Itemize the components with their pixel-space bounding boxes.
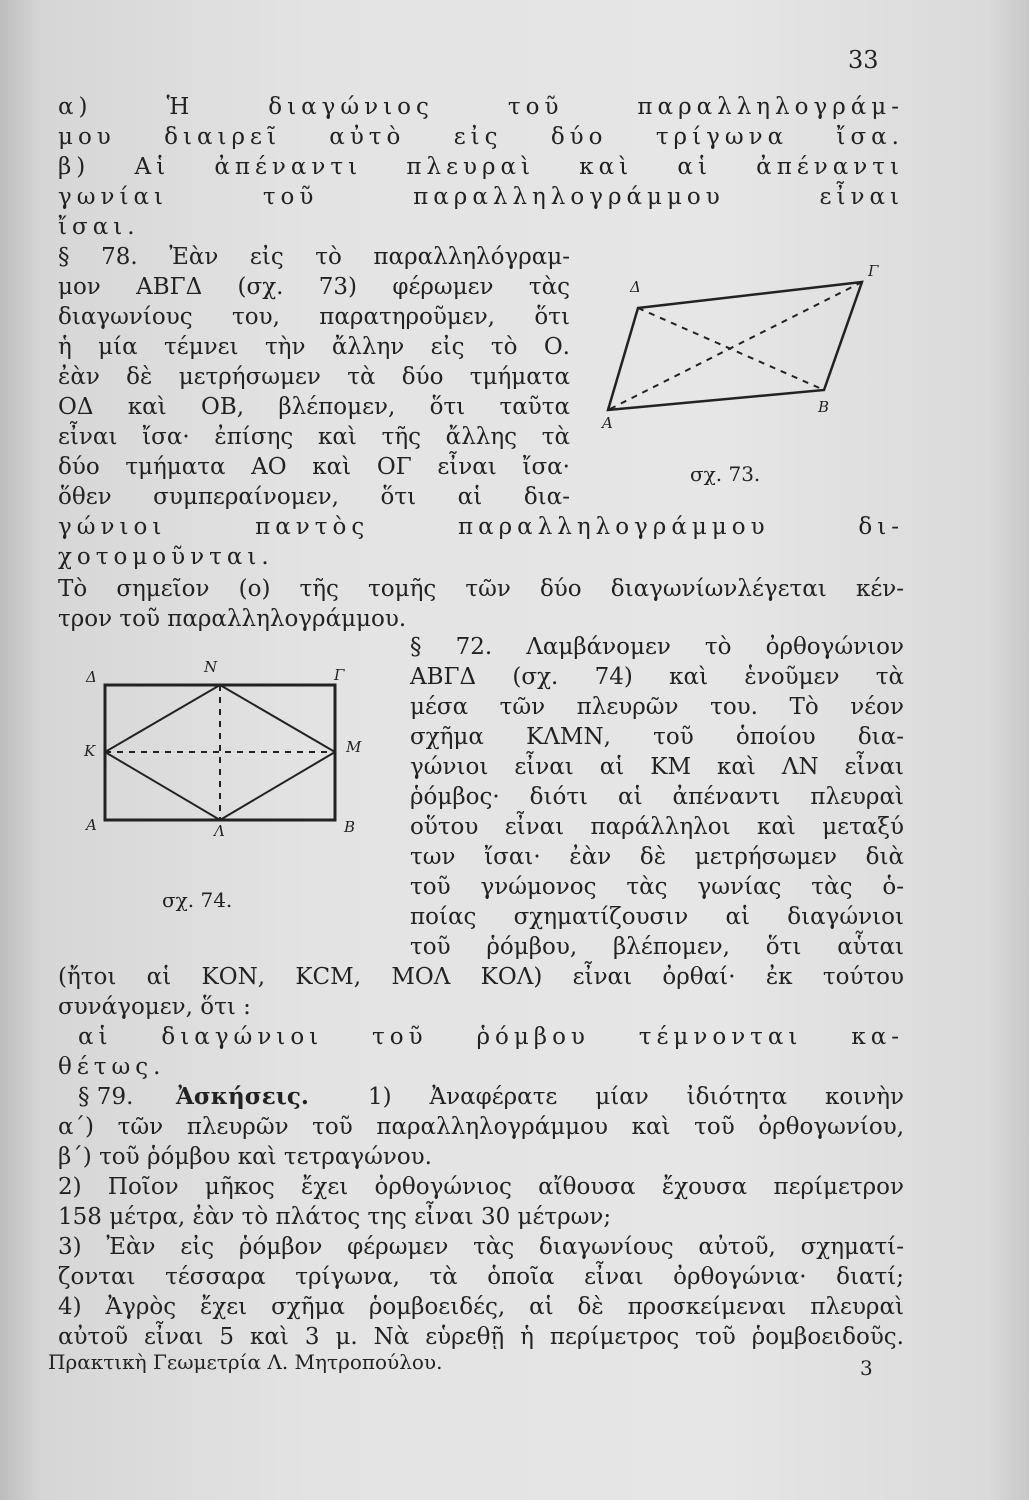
text-line: αἱ διαγώνιοι τοῦ ῥόμβου τέμνονται κα- <box>78 1024 904 1050</box>
text-line: δύο τμήματα ΑΟ καὶ ΟΓ εἶναι ἴσα· <box>58 454 570 480</box>
text-line: α) Ἡ διαγώνιος τοῦ παραλληλογράμ- <box>58 94 904 120</box>
text-line: τοῦ γνώμονος τὰς γωνίας τὰς ὁ- <box>410 874 904 900</box>
text-line: οὕτου εἶναι παράλληλοι καὶ μεταξύ <box>410 814 904 840</box>
text-line: μέσα τῶν πλευρῶν του. Τὸ νέον <box>410 694 904 720</box>
figure-73-caption: σχ. 73. <box>690 462 761 486</box>
text-line: ἐὰν δὲ μετρήσωμεν τὰ δύο τμήματα <box>58 364 570 390</box>
fig74-label: Κ <box>84 742 96 760</box>
text-line: 1) Ἀναφέρατε μίαν ἰδιότητα κοινὴν <box>368 1084 904 1110</box>
fig74-label: Ν <box>204 658 218 676</box>
text-line: ῥόμβος· διότι αἱ ἀπέναντι πλευραὶ <box>410 784 904 810</box>
text-line: γώνιοι παντὸς παραλληλογράμμου δι- <box>58 514 904 540</box>
text-line: β΄) τοῦ ῥόμβου καὶ τετραγώνου. <box>58 1144 432 1170</box>
text-line: των ἴσαι· ἐὰν δὲ μετρήσωμεν διὰ <box>410 844 904 870</box>
text-line: μον ΑΒΓΔ (σχ. 73) φέρωμεν τὰς <box>58 274 570 300</box>
text-line: α΄) τῶν πλευρῶν τοῦ παραλληλογράμμου καὶ τοῦ ὀρθογωνίου, <box>58 1114 904 1140</box>
text-line: ποίας σχηματίζουσιν αἱ διαγώνιοι <box>410 904 904 930</box>
text-line: ΑΒΓΔ (σχ. 74) καὶ ἑνοῦμεν τὰ <box>410 664 904 690</box>
signature-mark: 3 <box>860 1356 873 1380</box>
section-number: § 79. <box>78 1084 134 1110</box>
text-line: διαγωνίους του, παρατηροῦμεν, ὅτι <box>58 304 570 330</box>
text-line: τρον τοῦ παραλληλογράμμου. <box>58 606 407 632</box>
fig74-label: Μ <box>346 738 362 756</box>
text-line: τοῦ ῥόμβου, βλέπομεν, ὅτι αὗται <box>410 934 904 960</box>
text-line: 2) Ποῖον μῆκος ἔχει ὀρθογώνιος αἴθουσα ἔχουσα περίμετρον <box>58 1174 904 1200</box>
fig74-label: Α <box>86 816 97 834</box>
exercises-heading: Ἀσκήσεις. <box>176 1083 309 1110</box>
text-line: μου διαιρεῖ αὐτὸ εἰς δύο τρίγωνα ἴσα. <box>58 124 904 150</box>
fig73-label: Α <box>602 414 613 432</box>
text-line: σχῆμα ΚΛΜΝ, τοῦ ὁποίου δια- <box>410 724 904 750</box>
figure-74-caption: σχ. 74. <box>162 888 233 912</box>
text-line: ἡ μία τέμνει τὴν ἄλλην εἰς τὸ Ο. <box>58 334 570 360</box>
page-number: 33 <box>848 46 879 74</box>
text-line: 158 μέτρα, ἐὰν τὸ πλάτος της εἶναι 30 μέτρων; <box>58 1204 612 1230</box>
running-footer: Πρακτικὴ Γεωμετρία Λ. Μητροπούλου. <box>48 1350 443 1374</box>
fig73-label: Γ <box>868 262 879 280</box>
text-line: γωνίαι τοῦ παραλληλογράμμου εἶναι <box>58 184 904 210</box>
text-line: ἴσαι. <box>58 214 140 240</box>
text-line: ΟΔ καὶ ΟΒ, βλέπομεν, ὅτι ταῦτα <box>58 394 570 420</box>
fig73-label: Δ <box>630 278 641 296</box>
text-line: χοτομοῦνται. <box>58 544 274 570</box>
text-line: 4) Ἀγρὸς ἔχει σχῆμα ῥομβοειδές, αἱ δὲ προσκείμεναι πλευραὶ <box>58 1294 904 1320</box>
fig74-label: Λ <box>214 822 225 840</box>
text-line: (ἤτοι αἱ ΚΟΝ, ΚCΜ, ΜΟΛ ΚΟΛ) εἶναι ὀρθαί· ἐκ τούτου <box>58 964 904 990</box>
text-line: εἶναι ἴσα· ἐπίσης καὶ τῆς ἄλλης τὰ <box>58 424 570 450</box>
text-line: θέτως. <box>58 1054 166 1080</box>
text-line: β) Αἱ ἀπέναντι πλευραὶ καὶ αἱ ἀπέναντι <box>58 154 904 180</box>
fig74-label: Β <box>344 818 356 836</box>
fig73-label: Β <box>818 398 830 416</box>
text-line: ὅθεν συμπεραίνομεν, ὅτι αἱ δια- <box>58 484 570 510</box>
text-line: Τὸ σημεῖον (ο) τῆς τομῆς τῶν δύο διαγωνίωνλέγεται κέν- <box>58 576 904 602</box>
text-line: συνάγομεν, ὅτι : <box>58 994 251 1020</box>
text-line: ζονται τέσσαρα τρίγωνα, τὰ ὁποῖα εἶναι ὀρθογώνια· διατί; <box>58 1264 904 1290</box>
text-line: γώνιοι εἶναι αἱ ΚΜ καὶ ΛΝ εἶναι <box>410 754 904 780</box>
text-line: 3) Ἐὰν εἰς ῥόμβον φέρωμεν τὰς διαγωνίους αὐτοῦ, σχηματί- <box>58 1234 904 1260</box>
figure-74-rectangle-rhombus <box>96 676 346 826</box>
fig74-label: Γ <box>334 666 345 684</box>
fig74-label: Δ <box>86 668 97 686</box>
text-line: αὐτοῦ εἶναι 5 καὶ 3 μ. Νὰ εὑρεθῇ ἡ περίμετρος τοῦ ῥομβοειδοῦς. <box>58 1324 904 1350</box>
text-line: § 72. Λαμβάνομεν τὸ ὀρθογώνιον <box>410 634 904 660</box>
text-line: § 78. Ἐὰν εἰς τὸ παραλληλόγραμ- <box>58 244 570 270</box>
